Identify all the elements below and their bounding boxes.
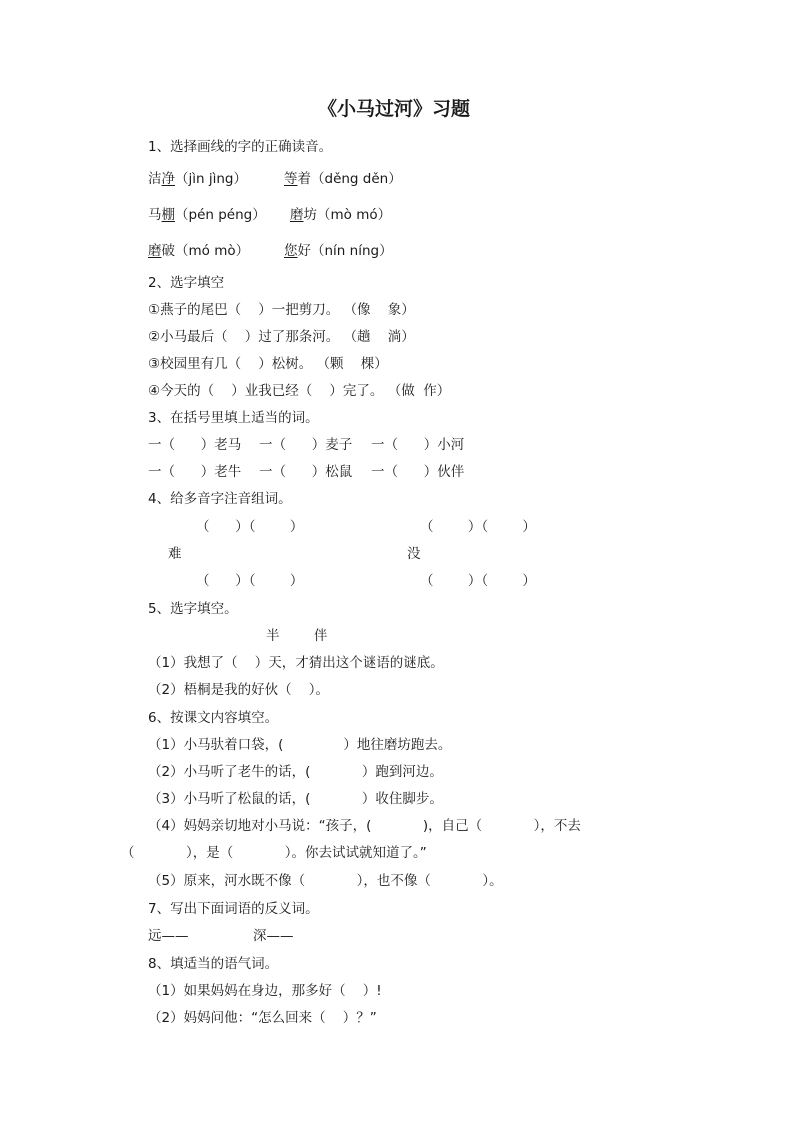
pinyin-item: 磨坊（mò mó）	[290, 207, 392, 223]
question-4-heading: 4、给多音字注音组词。	[148, 491, 292, 507]
question-3-heading: 3、在括号里填上适当的词。	[148, 410, 319, 426]
question-1-heading: 1、选择画线的字的正确读音。	[148, 139, 333, 155]
fill-item: ②小马最后（ ）过了那条河。 （趟 淌）	[148, 329, 415, 345]
antonym-item: 深——	[253, 928, 294, 944]
fill-item: ①燕子的尾巴（ ）一把剪刀。 （像 象）	[148, 302, 415, 318]
fill-item: （1）小马驮着口袋，( ）地往磨坊跑去。	[148, 737, 452, 753]
question-6-heading: 6、按课文内容填空。	[148, 710, 279, 726]
fill-item: 一（ ）老马	[148, 437, 242, 453]
fill-item: （2）梧桐是我的好伙（ ）。	[148, 682, 330, 698]
polyphone-char: 难	[168, 546, 182, 562]
question-5-heading: 5、选字填空。	[148, 601, 238, 617]
page-title: 《小马过河》习题	[318, 98, 471, 120]
fill-item: （4）妈妈亲切地对小马说：“孩子，( )，自己（ ），不去	[148, 818, 581, 834]
answer-brackets: （ ）（ ）	[196, 519, 304, 535]
question-8-heading: 8、填适当的语气词。	[148, 956, 279, 972]
question-7-heading: 7、写出下面词语的反义词。	[148, 901, 319, 917]
fill-item: （2）小马听了老牛的话，( ）跑到河边。	[148, 764, 443, 780]
pinyin-item: 洁净（jìn jìng）	[148, 171, 247, 187]
fill-item: 一（ ）松鼠	[259, 464, 353, 480]
fill-item: ④今天的（ ）业我已经（ ）完了。 （做 作）	[148, 383, 451, 399]
fill-item: 一（ ）老牛	[148, 464, 242, 480]
fill-item: （5）原来，河水既不像（ ），也不像（ ）。	[148, 873, 503, 889]
polyphone-char: 没	[407, 546, 421, 562]
answer-brackets: （ ）（ ）	[420, 519, 536, 535]
antonym-item: 远——	[148, 928, 189, 944]
fill-item: （1）我想了（ ）天，才猜出这个谜语的谜底。	[148, 655, 444, 671]
fill-item: （ ），是（ ）。你去试试就知道了。”	[121, 845, 427, 861]
question-2-heading: 2、选字填空	[148, 275, 225, 291]
fill-item: （1）如果妈妈在身边，那多好（ ）!	[148, 983, 382, 999]
pinyin-item: 马棚（pén péng）	[148, 207, 266, 223]
fill-item: 一（ ）伙伴	[371, 464, 465, 480]
pinyin-item: 磨破（mó mò）	[148, 243, 250, 259]
fill-item: ③校园里有几（ ）松树。 （颗 棵）	[148, 356, 388, 372]
fill-item: 一（ ）小河	[371, 437, 465, 453]
pinyin-item: 您好（nín níng）	[284, 243, 393, 259]
answer-brackets: （ ）（ ）	[196, 573, 304, 589]
fill-item: 一（ ）麦子	[259, 437, 353, 453]
answer-brackets: （ ）（ ）	[420, 573, 536, 589]
fill-item: （2）妈妈问他：“怎么回来（ ）？”	[148, 1010, 377, 1026]
option-chars: 半 伴	[266, 628, 328, 644]
fill-item: （3）小马听了松鼠的话，( ）收住脚步。	[148, 791, 443, 807]
pinyin-item: 等着（děng děn）	[284, 171, 402, 187]
